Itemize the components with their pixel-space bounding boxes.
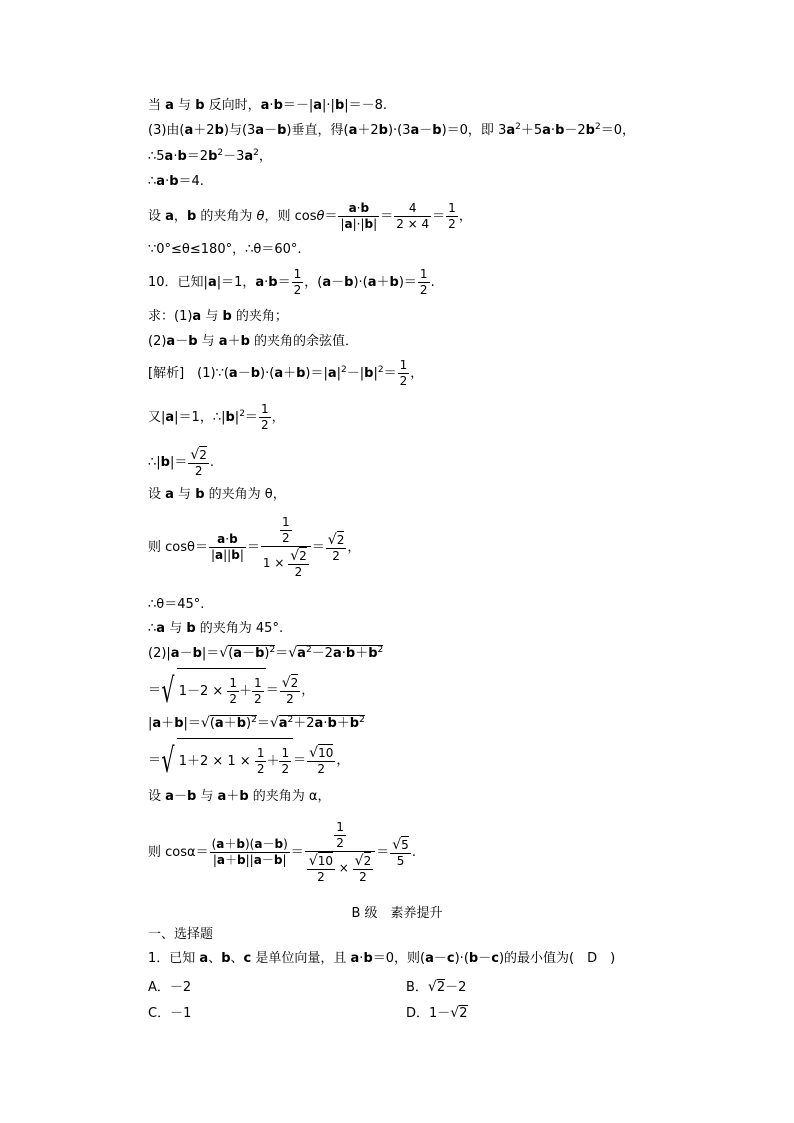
line-theta-60: ∵0°≤θ≤180°，∴θ＝60°.	[148, 242, 302, 257]
line-angle-45: ∴a 与 b 的夹角为 45°.	[148, 621, 284, 636]
line-a-minus-b-value: ＝√ 1－2 × $\frac{1}{2}$ ＋ $\frac{1}{2}$ ＝ $\frac{√2}{2}$ ，	[148, 668, 314, 713]
line-set-alpha: 设 a－b 与 a＋b 的夹角为 α，	[148, 789, 331, 804]
line-cos-alpha: 则 cosα＝ $\frac{(a+b)(a-b)}{|a+b||a-b|}$ ＝ $\frac{1}{2}$ $\frac{√10}{2}$ × $\frac{√2}{2}$ ＝ $\frac{√5}{5}$ .	[148, 820, 416, 884]
analysis-tag: [解析]	[148, 366, 185, 381]
line-cos-theta: 设 a，b 的夹角为 θ，则 cosθ＝ $\frac{a\cdot b}{|a|\cdot|b|}$ ＝ $\frac{4}{2 \times 4}$ ＝ $\frac{1}{2}$ ，	[148, 201, 472, 231]
line-b-squared: 又|a|＝1，$\therefore|b|^2=$ $\frac{1}{2}$ ，	[148, 402, 285, 432]
option-b: B．√2－2	[406, 979, 467, 995]
question-10: 10．已知|a|＝1，a·b＝ $\frac{1}{2}$ ，(a－b)·(a＋b)＝ $\frac{1}{2}$ .	[148, 267, 435, 297]
line-therefore-ab: ∴a·b＝4.	[148, 174, 204, 189]
line-opposite-direction: 当 a 与 b 反向时，a·b＝－|a|·|b|＝－8.	[148, 98, 388, 113]
subsection-choice: 一、选择题	[148, 927, 214, 942]
question-10-part-1: 求：(1)a 与 b 的夹角；	[148, 309, 288, 324]
line-theta-45: ∴θ＝45°.	[148, 597, 205, 612]
line-b-magnitude: ∴|b|＝ $\frac{√2}{2}$ .	[148, 447, 215, 478]
option-d: D．1－√2	[406, 1005, 468, 1021]
line-a-minus-b-magnitude: $(2)|a-b|=√(a-b)^2=√a^2-2a\cdot b+b^2$	[148, 645, 384, 661]
line-cos-theta-2: 则 cosθ＝ $\frac{a\cdot b}{|a||b|}$ ＝ $\frac{1}{2}$ 1 × $\frac{√2}{2}$ ＝ $\frac{√2}{2}$ ，	[148, 515, 361, 579]
line-a-plus-b-magnitude: $|a+b|=√(a+b)^2=√a^2+2a\cdot b+b^2$	[148, 715, 365, 731]
line-therefore-5ab: $\therefore 5a\cdot b=2b^2-3a^2$，	[148, 148, 272, 164]
analysis-start: [解析] $(1)\because(a-b)\cdot(a+b)=|a|^2-|b|^2=$ $\frac{1}{2}$ ，	[148, 358, 424, 388]
line-set-theta: 设 a 与 b 的夹角为 θ，	[148, 487, 286, 502]
question-1: 1．已知 a、b、c 是单位向量，且 a·b＝0，则(a－c)·(b－c)的最小值为( D )	[148, 951, 616, 966]
question-10-part-2: (2)a－b 与 a＋b 的夹角的余弦值．	[148, 334, 359, 349]
option-a: A．－2	[148, 980, 192, 995]
option-c: C．－1	[148, 1006, 192, 1021]
section-title: B 级 素养提升	[351, 906, 443, 921]
line-perpendicular: (3)由(a＋2b)与(3a－b)垂直，得(a＋2b)·(3a－b)＝0，即 $3a^2+5a\cdot b-2b^2=0$，	[148, 122, 635, 138]
line-a-plus-b-value: ＝√ 1＋2 × 1 × $\frac{1}{2}$ ＋ $\frac{1}{2}$ ＝ $\frac{√10}{2}$ ，	[148, 738, 349, 783]
